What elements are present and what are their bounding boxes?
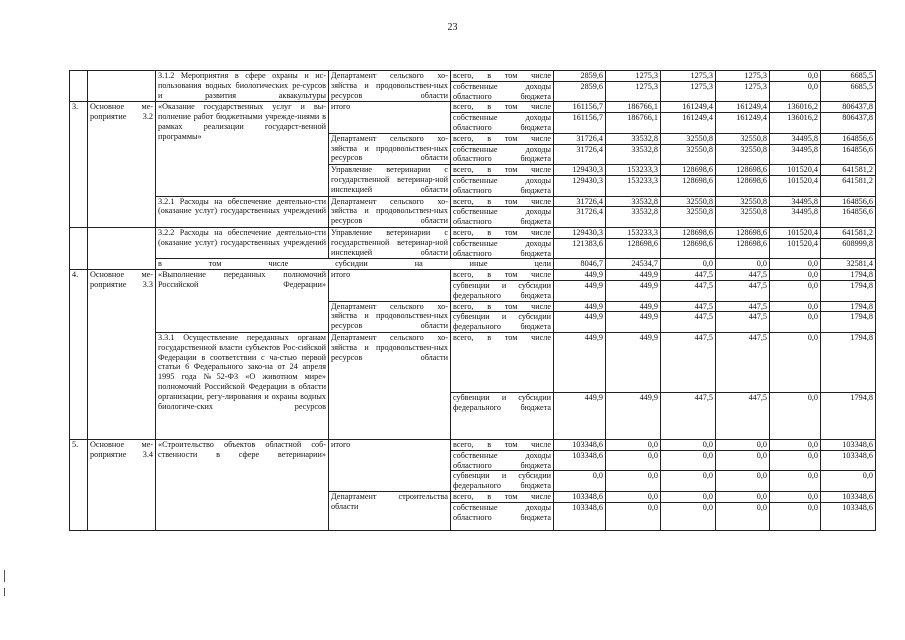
amount-cell: 1275,3 [606, 81, 661, 102]
amount-cell: 128698,6 [606, 238, 661, 259]
amount-cell: 128698,6 [716, 238, 770, 259]
amount-cell: 447,5 [716, 392, 770, 439]
text-cell: собственные доходы областного бюджета [451, 175, 554, 196]
amount-cell: 103348,6 [554, 439, 606, 450]
text-cell: «Оказание государственных услуг и вы-полнение работ бюджетными учрежде-ниями в рамках реализации государст-венной программы» [156, 102, 329, 196]
table-row [70, 71, 876, 82]
text-cell: собственные доходы областного бюджета [451, 81, 554, 102]
amount-cell: 128698,6 [661, 175, 716, 196]
text-cell: итого [329, 439, 451, 491]
amount-cell: 0,0 [770, 471, 821, 492]
text-cell: Департамент строительства области [329, 491, 451, 530]
amount-cell: 449,9 [554, 312, 606, 333]
amount-cell: 164856,6 [821, 144, 876, 165]
text-cell: 3.2.1 Расходы на обеспечение деятельно-сти (оказание услуг) государственных учреждений [156, 196, 329, 227]
amount-cell: 153233,3 [606, 227, 661, 238]
amount-cell: 0,0 [716, 259, 770, 270]
text-cell: Департамент сельского хо-зяйства и продовольствен-ных ресурсов области [329, 301, 451, 332]
table-row [70, 332, 876, 362]
text-cell: всего, в том числе [451, 133, 554, 144]
amount-cell: 129430,3 [554, 175, 606, 196]
amount-cell: 1275,3 [661, 81, 716, 102]
amount-cell: 449,9 [554, 392, 606, 439]
amount-cell: 1275,3 [716, 81, 770, 102]
amount-cell: 136016,2 [770, 113, 821, 134]
amount-cell: 34495,8 [770, 196, 821, 207]
amount-cell: 161156,7 [554, 102, 606, 113]
amount-cell: 32550,8 [661, 144, 716, 165]
amount-cell: 1794,8 [821, 280, 876, 301]
amount-cell: 2859,6 [554, 81, 606, 102]
amount-cell: 449,9 [554, 301, 606, 312]
amount-cell: 449,9 [606, 392, 661, 439]
amount-cell: 103348,6 [821, 439, 876, 450]
text-cell: Управление ветеринарии с государственной ветеринар-ной инспекцией области [329, 227, 451, 258]
amount-cell: 0,0 [770, 301, 821, 312]
amount-cell: 1794,8 [821, 332, 876, 392]
text-cell: всего, в том числе [451, 491, 554, 502]
amount-cell: 1794,8 [821, 392, 876, 439]
amount-cell: 103348,6 [821, 450, 876, 471]
amount-cell: 31726,4 [554, 144, 606, 165]
amount-cell: 32581,4 [821, 259, 876, 270]
amount-cell: 24534,7 [606, 259, 661, 270]
amount-cell: 0,0 [770, 270, 821, 281]
text-cell: субвенции и субсидии федерального бюджета [451, 392, 554, 439]
amount-cell: 447,5 [661, 301, 716, 312]
amount-cell: 161249,4 [716, 102, 770, 113]
amount-cell: 1794,8 [821, 270, 876, 281]
text-cell: итого [329, 102, 451, 133]
text-cell: всего, в том числе [451, 439, 554, 450]
amount-cell: 1794,8 [821, 301, 876, 312]
amount-cell: 186766,1 [606, 113, 661, 134]
amount-cell: 31726,4 [554, 133, 606, 144]
text-cell [88, 71, 156, 102]
amount-cell: 447,5 [716, 270, 770, 281]
amount-cell: 0,0 [661, 259, 716, 270]
amount-cell: 0,0 [770, 280, 821, 301]
text-cell: итого [329, 270, 451, 301]
amount-cell: 0,0 [770, 491, 821, 502]
amount-cell: 33532,8 [606, 133, 661, 144]
amount-cell: 0,0 [770, 81, 821, 102]
amount-cell: 128698,6 [716, 165, 770, 176]
text-cell: субвенции и субсидии федерального бюджета [451, 312, 554, 333]
amount-cell: 0,0 [716, 502, 770, 530]
amount-cell: 447,5 [661, 280, 716, 301]
amount-cell: 8046,7 [554, 259, 606, 270]
amount-cell: 121383,6 [554, 238, 606, 259]
amount-cell: 0,0 [554, 471, 606, 492]
amount-cell: 0,0 [770, 392, 821, 439]
text-cell: собственные доходы областного бюджета [451, 502, 554, 530]
amount-cell: 34495,8 [770, 144, 821, 165]
amount-cell: 32550,8 [716, 144, 770, 165]
text-cell: всего, в том числе [451, 270, 554, 281]
amount-cell: 129430,3 [554, 165, 606, 176]
amount-cell: 32550,8 [716, 196, 770, 207]
amount-cell: 33532,8 [606, 144, 661, 165]
text-cell: всего, в том числе [451, 227, 554, 238]
amount-cell: 161249,4 [661, 102, 716, 113]
text-cell: собственные доходы областного бюджета [451, 238, 554, 259]
text-cell: в том числе субсидии на иные цели [156, 259, 554, 270]
margin-mark [4, 570, 7, 582]
amount-cell: 447,5 [661, 332, 716, 392]
amount-cell: 0,0 [606, 450, 661, 471]
amount-cell: 0,0 [716, 439, 770, 450]
text-cell: всего, в том числе [451, 332, 554, 392]
amount-cell: 31726,4 [554, 207, 606, 228]
amount-cell: 33532,8 [606, 207, 661, 228]
table-row [70, 227, 876, 238]
amount-cell: 103348,6 [821, 502, 876, 530]
amount-cell: 806437,8 [821, 113, 876, 134]
amount-cell: 161249,4 [661, 113, 716, 134]
text-cell [88, 227, 156, 269]
amount-cell: 449,9 [554, 280, 606, 301]
amount-cell: 0,0 [716, 471, 770, 492]
page-number: 23 [447, 22, 458, 33]
amount-cell: 0,0 [661, 450, 716, 471]
table-row [70, 439, 876, 450]
amount-cell: 6685,5 [821, 71, 876, 82]
amount-cell: 128698,6 [661, 238, 716, 259]
amount-cell: 33532,8 [606, 196, 661, 207]
amount-cell: 449,9 [606, 301, 661, 312]
amount-cell: 186766,1 [606, 102, 661, 113]
text-cell: Основное ме-роприятие 3.2 [88, 102, 156, 228]
amount-cell: 103348,6 [554, 491, 606, 502]
amount-cell: 32550,8 [661, 196, 716, 207]
text-cell: собственные доходы областного бюджета [451, 113, 554, 134]
amount-cell: 0,0 [770, 259, 821, 270]
amount-cell: 0,0 [606, 471, 661, 492]
amount-cell: 6685,5 [821, 81, 876, 102]
amount-cell: 0,0 [770, 502, 821, 530]
text-cell: собственные доходы областного бюджета [451, 144, 554, 165]
amount-cell: 0,0 [606, 439, 661, 450]
amount-cell: 164856,6 [821, 196, 876, 207]
table-body [70, 71, 876, 531]
amount-cell: 447,5 [716, 312, 770, 333]
amount-cell: 806437,8 [821, 102, 876, 113]
text-cell: Департамент сельского хо-зяйства и продовольствен-ных ресурсов области [329, 196, 451, 227]
text-cell: всего, в том числе [451, 71, 554, 82]
text-cell: Департамент сельского хо-зяйства и продовольствен-ных ресурсов области [329, 332, 451, 439]
amount-cell: 164856,6 [821, 207, 876, 228]
amount-cell: 136016,2 [770, 102, 821, 113]
amount-cell: 103348,6 [554, 502, 606, 530]
amount-cell: 153233,3 [606, 175, 661, 196]
text-cell: всего, в том числе [451, 102, 554, 113]
text-cell: всего, в том числе [451, 301, 554, 312]
amount-cell: 128698,6 [661, 227, 716, 238]
amount-cell: 447,5 [661, 392, 716, 439]
amount-cell: 0,0 [606, 502, 661, 530]
amount-cell: 128698,6 [716, 227, 770, 238]
amount-cell: 161249,4 [716, 113, 770, 134]
amount-cell: 0,0 [661, 471, 716, 492]
text-cell: 5. [70, 439, 88, 530]
amount-cell: 128698,6 [716, 175, 770, 196]
text-cell: субвенции и субсидии федерального бюджета [451, 471, 554, 492]
amount-cell: 0,0 [821, 471, 876, 492]
amount-cell: 1794,8 [821, 312, 876, 333]
amount-cell: 0,0 [770, 312, 821, 333]
text-cell: Департамент сельского хо-зяйства и продовольствен-ных ресурсов области [329, 71, 451, 102]
amount-cell: 129430,3 [554, 227, 606, 238]
amount-cell: 103348,6 [554, 450, 606, 471]
amount-cell: 32550,8 [716, 207, 770, 228]
amount-cell: 32550,8 [661, 207, 716, 228]
text-cell: 3.3.1 Осуществление переданных органам государственной власти субъектов Рос-сийской Федерации в соответствии с ча-стью первой статьи 6 Федерального зако-на от 24 апреля 1995 года №52-ФЗ «О животном мире» полномочий Российской Федерации в области организации, регу-лирования и охраны водных биологиче-ских ресурсов [156, 332, 329, 439]
text-cell: «Строительство объектов областной соб-ственности в сфере ветеринарии» [156, 439, 329, 530]
table-row [70, 102, 876, 113]
table-row [70, 196, 876, 207]
amount-cell: 34495,8 [770, 133, 821, 144]
amount-cell: 0,0 [606, 491, 661, 502]
amount-cell: 101520,4 [770, 165, 821, 176]
text-cell: «Выполнение переданных полномочий Российской Федерации» [156, 270, 329, 333]
amount-cell: 449,9 [606, 312, 661, 333]
amount-cell: 101520,4 [770, 227, 821, 238]
amount-cell: 32550,8 [661, 133, 716, 144]
text-cell: 3.1.2 Мероприятия в сфере охраны и ис-пользования водных биологических ре-сурсов и развития аквакультуры [156, 71, 329, 102]
text-cell: собственные доходы областного бюджета [451, 450, 554, 471]
amount-cell: 153233,3 [606, 165, 661, 176]
amount-cell: 449,9 [606, 332, 661, 392]
amount-cell: 164856,6 [821, 133, 876, 144]
amount-cell: 449,9 [606, 280, 661, 301]
text-cell [70, 227, 88, 269]
amount-cell: 0,0 [770, 439, 821, 450]
amount-cell: 608999,8 [821, 238, 876, 259]
amount-cell: 0,0 [661, 502, 716, 530]
budget-table [69, 70, 876, 531]
amount-cell: 32550,8 [716, 133, 770, 144]
amount-cell: 101520,4 [770, 238, 821, 259]
text-cell: 3. [70, 102, 88, 228]
text-cell: 4. [70, 270, 88, 440]
amount-cell: 1275,3 [716, 71, 770, 82]
amount-cell: 447,5 [716, 332, 770, 392]
margin-mark [4, 588, 7, 596]
amount-cell: 449,9 [554, 332, 606, 392]
amount-cell: 31726,4 [554, 196, 606, 207]
amount-cell: 1275,3 [606, 71, 661, 82]
amount-cell: 1275,3 [661, 71, 716, 82]
amount-cell: 0,0 [770, 332, 821, 392]
amount-cell: 101520,4 [770, 175, 821, 196]
amount-cell: 447,5 [716, 301, 770, 312]
text-cell: собственные доходы областного бюджета [451, 207, 554, 228]
amount-cell: 447,5 [661, 270, 716, 281]
amount-cell: 449,9 [606, 270, 661, 281]
amount-cell: 641581,2 [821, 165, 876, 176]
text-cell: всего, в том числе [451, 165, 554, 176]
text-cell: 3.2.2 Расходы на обеспечение деятельно-сти (оказание услуг) государственных учреждений [156, 227, 329, 258]
text-cell: Основное ме-роприятие 3.4 [88, 439, 156, 530]
text-cell: всего, в том числе [451, 196, 554, 207]
amount-cell: 449,9 [554, 270, 606, 281]
text-cell: Управление ветеринарии с государственной ветеринар-ной инспекцией области [329, 165, 451, 196]
table-row [70, 270, 876, 281]
text-cell: Основное ме-роприятие 3.3 [88, 270, 156, 440]
amount-cell: 641581,2 [821, 175, 876, 196]
amount-cell: 0,0 [716, 450, 770, 471]
amount-cell: 0,0 [770, 450, 821, 471]
amount-cell: 161156,7 [554, 113, 606, 134]
text-cell: субвенции и субсидии федерального бюджета [451, 280, 554, 301]
amount-cell: 447,5 [716, 280, 770, 301]
amount-cell: 447,5 [661, 312, 716, 333]
amount-cell: 0,0 [770, 71, 821, 82]
amount-cell: 0,0 [661, 439, 716, 450]
amount-cell: 0,0 [661, 491, 716, 502]
amount-cell: 34495,8 [770, 207, 821, 228]
text-cell [70, 71, 88, 102]
amount-cell: 0,0 [716, 491, 770, 502]
amount-cell: 103348,6 [821, 491, 876, 502]
table-row [70, 259, 876, 270]
amount-cell: 641581,2 [821, 227, 876, 238]
text-cell: Департамент сельского хо-зяйства и продовольствен-ных ресурсов области [329, 133, 451, 164]
amount-cell: 128698,6 [661, 165, 716, 176]
amount-cell: 2859,6 [554, 71, 606, 82]
